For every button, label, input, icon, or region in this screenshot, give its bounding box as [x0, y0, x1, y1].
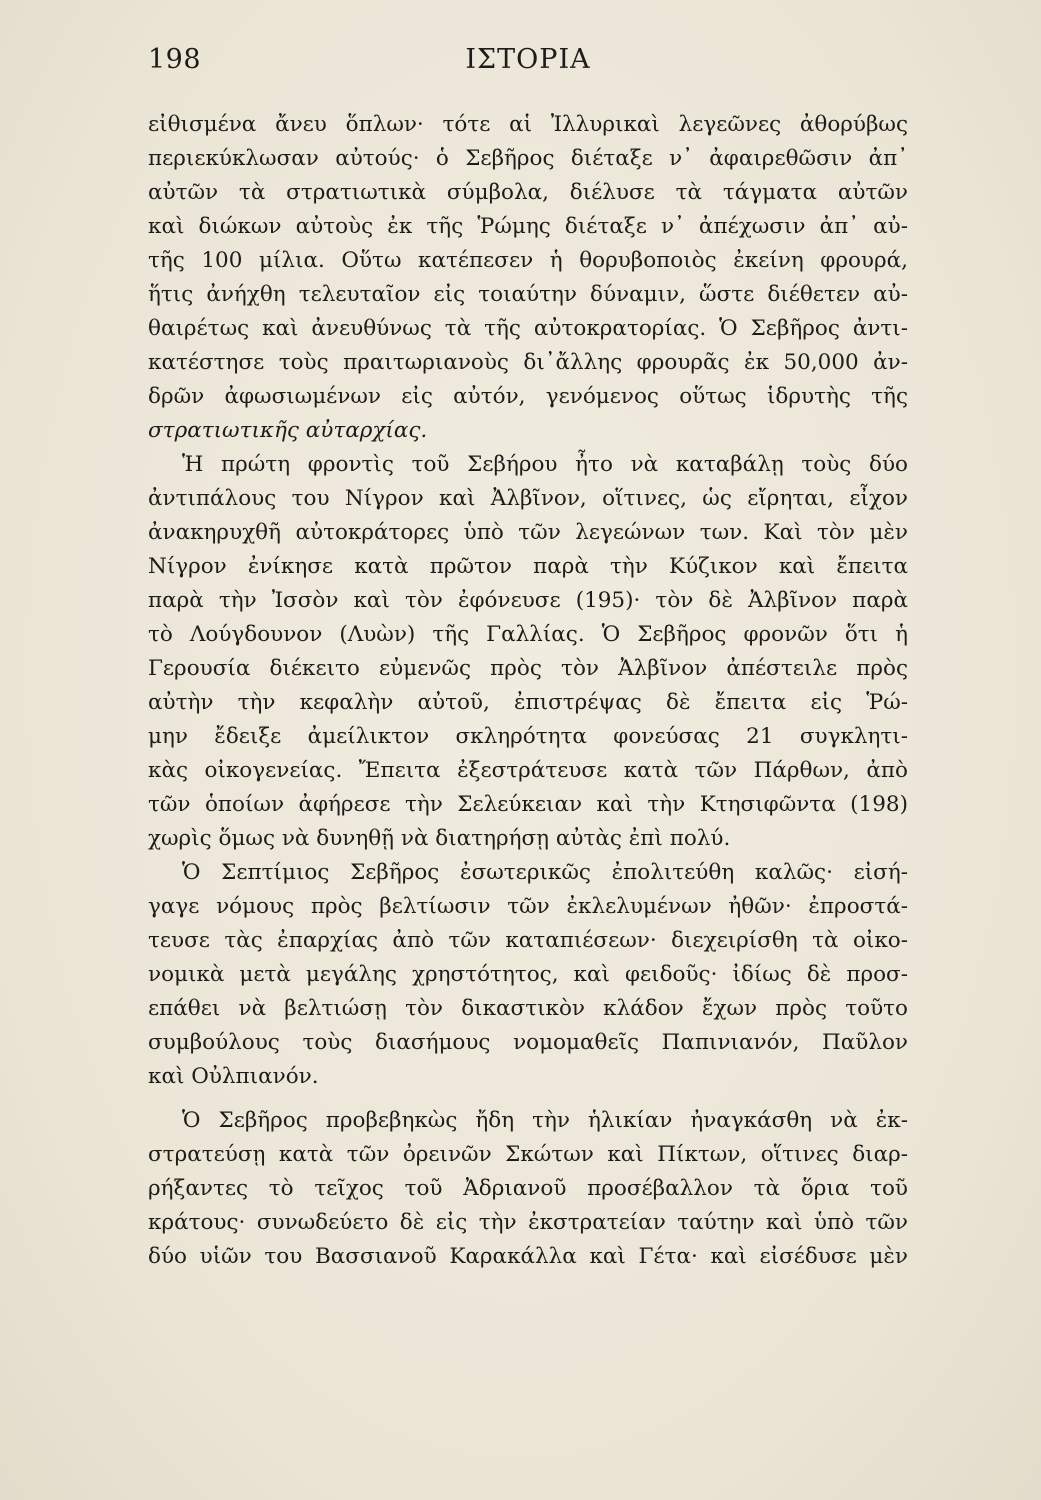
text-line: γαγε νόμους πρὸς βελτίωσιν τῶν ἐκλελυμένων ἠθῶν· ἐπροστά-: [148, 894, 908, 919]
text-line: δύο υἱῶν του Βασσιανοῦ Καρακάλλα καὶ Γέτα· καὶ εἰσέδυσε μὲν: [148, 1244, 908, 1269]
text-line: κὰς οἰκογενείας. Ἔπειτα ἐξεστράτευσε κατὰ τῶν Πάρθων, ἀπὸ: [148, 758, 908, 783]
text-line: ἥτις ἀνήχθη τελευταῖον εἰς τοιαύτην δύναμιν, ὥστε διέθετεν αὐ-: [148, 282, 908, 307]
paragraph-gap: [148, 1094, 908, 1104]
text-line: νομικὰ μετὰ μεγάλης χρηστότητος, καὶ φειδοῦς· ἰδίως δὲ προσ-: [148, 962, 908, 987]
text-line: περιεκύκλωσαν αὐτούς· ὁ Σεβῆρος διέταξε ν᾽ ἀφαιρεθῶσιν ἀπ᾽: [148, 146, 908, 171]
text-line: δρῶν ἀφωσιωμένων εἰς αὐτόν, γενόμενος οὕτως ἱδρυτὴς τῆς: [148, 384, 908, 409]
text-line: αὐτὴν τὴν κεφαλὴν αὐτοῦ, ἐπιστρέψας δὲ ἔπειτα εἰς Ῥώ-: [148, 690, 908, 715]
text-line: θαιρέτως καὶ ἀνευθύνως τὰ τῆς αὐτοκρατορίας. Ὁ Σεβῆρος ἀντι-: [148, 316, 908, 341]
text-line: Γερουσία διέκειτο εὐμενῶς πρὸς τὸν Ἀλβῖνον ἀπέστειλε πρὸς: [148, 656, 908, 681]
text-line: στρατιωτικῆς αὐταρχίας.: [148, 418, 428, 443]
text-line: ρήξαντες τὸ τεῖχος τοῦ Ἀδριανοῦ προσέβαλλον τὰ ὅρια τοῦ: [148, 1176, 908, 1201]
text-line: παρὰ τὴν Ἰσσὸν καὶ τὸν ἐφόνευσε (195)· τὸν δὲ Ἀλβῖνον παρὰ: [148, 588, 908, 613]
text-line: αὐτῶν τὰ στρατιωτικὰ σύμβολα, διέλυσε τὰ τάγματα αὐτῶν: [148, 180, 908, 205]
text-line: μην ἔδειξε ἀμείλικτον σκληρότητα φονεύσας 21 συγκλητι-: [148, 724, 908, 749]
text-line: τευσε τὰς ἐπαρχίας ἀπὸ τῶν καταπιέσεων· διεχειρίσθη τὰ οἰκο-: [148, 928, 908, 953]
text-line: εἰθισμένα ἄνευ ὅπλων· τότε αἱ Ἰλλυρικαὶ λεγεῶνες ἀθορύβως: [148, 112, 908, 137]
text-line: Ἡ πρώτη φροντὶς τοῦ Σεβήρου ἦτο νὰ καταβάλῃ τοὺς δύο: [182, 452, 908, 477]
text-line: Ὁ Σεβῆρος προβεβηκὼς ἤδη τὴν ἡλικίαν ἠναγκάσθη νὰ ἐκ-: [182, 1108, 908, 1133]
text-line: καὶ Οὐλπιανόν.: [148, 1064, 319, 1089]
text-line: ἀντιπάλους του Νίγρον καὶ Ἀλβῖνον, οἵτινες, ὡς εἴρηται, εἶχον: [148, 486, 908, 511]
text-line: επάθει νὰ βελτιώσῃ τὸν δικαστικὸν κλάδον ἔχων πρὸς τοῦτο: [148, 996, 908, 1021]
page-number: 198: [148, 44, 202, 75]
text-line: κατέστησε τοὺς πραιτωριανοὺς δι᾽ἄλλης φρουρᾶς ἐκ 50,000 ἀν-: [148, 350, 908, 375]
text-line: στρατεύσῃ κατὰ τῶν ὀρεινῶν Σκώτων καὶ Πίκτων, οἵτινες διαρ-: [148, 1142, 908, 1167]
text-line: τῶν ὁποίων ἀφήρεσε τὴν Σελεύκειαν καὶ τὴν Κτησιφῶντα (198): [148, 792, 908, 817]
text-line: Ὁ Σεπτίμιος Σεβῆρος ἐσωτερικῶς ἐπολιτεύθη καλῶς· εἰσή-: [182, 860, 908, 885]
text-line: καὶ διώκων αὐτοὺς ἐκ τῆς Ῥώμης διέταξε ν᾽ ἀπέχωσιν ἀπ᾽ αὐ-: [148, 214, 908, 239]
text-line: χωρὶς ὅμως νὰ δυνηθῇ νὰ διατηρήσῃ αὐτὰς ἐπὶ πολύ.: [148, 826, 731, 851]
body-text: [148, 108, 908, 1274]
text-line: τὸ Λούγδουνον (Λυὼν) τῆς Γαλλίας. Ὁ Σεβῆρος φρονῶν ὅτι ἡ: [148, 622, 908, 647]
text-line: τῆς 100 μίλια. Οὕτω κατέπεσεν ἡ θορυβοποιὸς ἐκείνη φρουρά,: [148, 248, 908, 273]
text-line: κράτους· συνωδεύετο δὲ εἰς τὴν ἐκστρατείαν ταύτην καὶ ὑπὸ τῶν: [148, 1210, 908, 1235]
text-line: ἀνακηρυχθῆ αὐτοκράτορες ὑπὸ τῶν λεγεώνων των. Καὶ τὸν μὲν: [148, 520, 908, 545]
page-header: [148, 44, 908, 84]
running-head: ΙΣΤΟΡΙΑ: [465, 44, 591, 75]
text-line: συμβούλους τοὺς διασήμους νομομαθεῖς Παπινιανόν, Παῦλον: [148, 1030, 908, 1055]
text-line: Νίγρον ἐνίκησε κατὰ πρῶτον παρὰ τὴν Κύζικον καὶ ἔπειτα: [148, 554, 908, 579]
